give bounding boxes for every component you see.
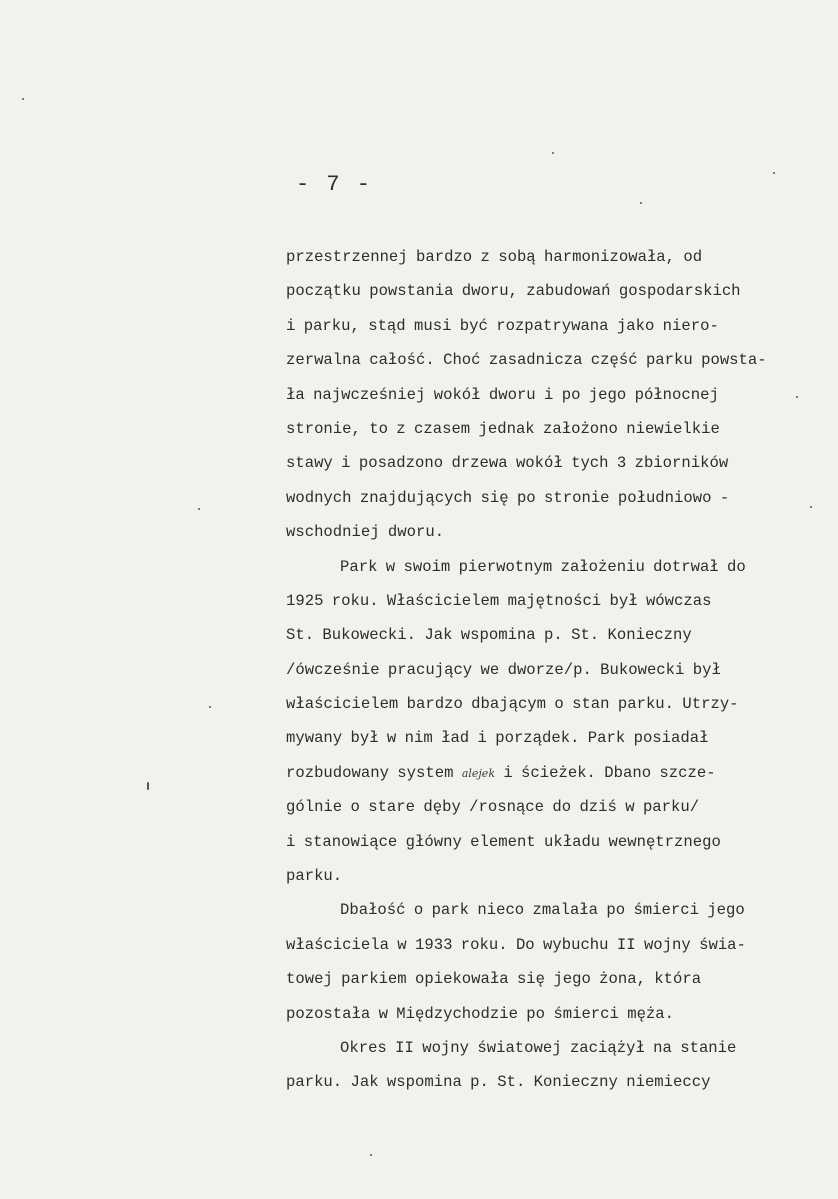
text-line-content: Dbałość o park nieco zmalała po śmierci jego <box>340 901 745 920</box>
text-line <box>286 653 826 687</box>
typed-text-body <box>286 240 826 1100</box>
text-line <box>286 309 826 343</box>
handwritten-correction: alejek <box>461 766 495 780</box>
text-line-content: Okres II wojny światowej zaciążył na stanie <box>340 1038 737 1057</box>
text-line <box>286 412 826 446</box>
text-line-content: stawy i posadzono drzewa wokół tych 3 zbiorników <box>286 454 729 473</box>
text-line-content: parku. Jak wspomina p. St. Konieczny niemieccy <box>286 1073 711 1092</box>
text-line-content: St. Bukowecki. Jak wspomina p. St. Konieczny <box>286 626 692 645</box>
text-line <box>286 962 826 996</box>
text-line <box>286 515 826 549</box>
text-line-content: ła najwcześniej wokół dworu i po jego północnej <box>286 385 719 404</box>
text-line-content: wschodniej dworu. <box>286 523 445 542</box>
text-line <box>286 1065 826 1099</box>
text-line <box>286 790 826 824</box>
text-line <box>286 446 826 480</box>
text-line-content: 1925 roku. Właścicielem majętności był wówczas <box>286 591 712 610</box>
scan-speck <box>198 508 200 510</box>
text-line-content: właściciela w 1933 roku. Do wybuchu II wojny świa- <box>286 935 746 954</box>
scan-speck <box>552 152 554 154</box>
text-line-content: rozbudowany system <box>286 763 454 782</box>
text-line-content: Park w swoim pierwotnym założeniu dotrwał do <box>340 557 746 576</box>
text-line <box>286 721 826 755</box>
text-line-content: i parku, stąd musi być rozpatrywana jako niero- <box>286 316 719 335</box>
text-line-content: gólnie o stare dęby /rosnące do dziś w parku/ <box>286 798 700 817</box>
text-line-continuation: i ścieżek. Dbano szcze- <box>494 763 716 782</box>
text-line-content: mywany był w nim ład i porządek. Park posiadał <box>286 729 709 748</box>
text-line <box>286 343 826 377</box>
text-line <box>286 928 826 962</box>
text-line-content: i stanowiące główny element układu wewnętrznego <box>286 832 721 851</box>
text-line <box>286 687 826 721</box>
scan-speck <box>22 98 24 100</box>
scan-speck <box>209 706 211 708</box>
text-line-content: przestrzennej bardzo z sobą harmonizowała, od <box>286 248 703 266</box>
text-line-content: zerwalna całość. Choć zasadnicza część parku powsta- <box>286 351 767 370</box>
text-line <box>286 859 826 893</box>
text-line <box>286 378 826 412</box>
text-line <box>286 997 826 1031</box>
text-line-content: stronie, to z czasem jednak założono niewielkie <box>286 419 720 438</box>
text-line <box>286 893 826 927</box>
text-line <box>286 756 826 790</box>
text-line <box>286 274 826 308</box>
text-line-content: parku. <box>286 867 343 886</box>
text-line-content: /ówcześnie pracujący we dworze/p. Bukowecki był <box>286 660 721 679</box>
text-line-content: właścicielem bardzo dbającym o stan parku. Utrzy- <box>286 695 739 714</box>
scan-speck <box>640 202 642 204</box>
page-number: - 7 - <box>296 172 373 197</box>
text-line <box>286 550 826 584</box>
text-line <box>286 1031 826 1065</box>
text-line-content: wodnych znajdujących się po stronie południowo - <box>286 488 730 507</box>
text-line <box>286 481 826 515</box>
text-line-content: początku powstania dworu, zabudowań gospodarskich <box>286 282 741 301</box>
scan-speck <box>147 782 149 790</box>
scan-speck <box>773 172 775 174</box>
text-line <box>286 240 826 274</box>
text-line <box>286 584 826 618</box>
text-line-content: pozostała w Międzychodzie po śmierci męża. <box>286 1004 675 1023</box>
text-line <box>286 825 826 859</box>
scan-speck <box>370 1154 372 1156</box>
text-line-content: towej parkiem opiekowała się jego żona, która <box>286 970 702 989</box>
text-line <box>286 618 826 652</box>
